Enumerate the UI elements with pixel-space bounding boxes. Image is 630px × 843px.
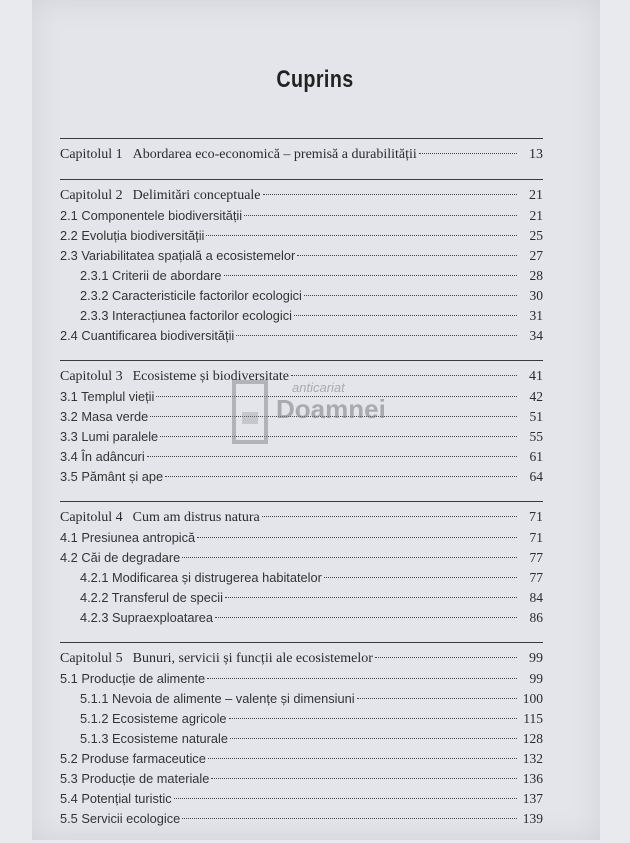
page-number: 31 bbox=[529, 308, 543, 323]
dot-leader bbox=[304, 295, 517, 296]
page-number: 137 bbox=[522, 791, 543, 806]
watermark-line2: Doamnei bbox=[276, 394, 386, 424]
entry-title: 5.1.1 Nevoia de alimente – valențe și dimensiuni bbox=[80, 691, 355, 706]
dot-leader bbox=[182, 557, 517, 558]
page-title: Cuprins bbox=[276, 66, 354, 93]
dot-leader bbox=[262, 516, 517, 517]
page-number: 136 bbox=[522, 771, 543, 786]
table-of-contents bbox=[60, 138, 543, 843]
entry-title: 4.1 Presiunea antropică bbox=[60, 530, 196, 545]
page-number: 42 bbox=[529, 389, 543, 404]
section-row[interactable] bbox=[60, 467, 543, 487]
entry-title: 5.4 Potențial turistic bbox=[60, 791, 172, 806]
page-number: 99 bbox=[529, 651, 543, 666]
chapter-row[interactable] bbox=[60, 186, 543, 206]
page-number: 77 bbox=[529, 550, 543, 565]
page-number: 28 bbox=[529, 268, 543, 283]
section-row[interactable] bbox=[60, 226, 543, 246]
entry-title: 2.1 Componentele biodiversității bbox=[60, 208, 243, 223]
section-row[interactable] bbox=[60, 749, 543, 769]
chapter-name: Bunuri, servicii și funcții ale ecosistemelor bbox=[132, 651, 373, 666]
page-number: 115 bbox=[523, 711, 543, 726]
dot-leader bbox=[147, 456, 517, 457]
chapter-row[interactable] bbox=[60, 145, 543, 165]
subsection-row[interactable] bbox=[60, 568, 543, 588]
subsection-row[interactable] bbox=[60, 608, 543, 628]
chapter-row[interactable] bbox=[60, 508, 543, 528]
entry-title: 4.2.1 Modificarea și distrugerea habitatelor bbox=[80, 570, 322, 585]
dot-leader bbox=[208, 758, 517, 759]
page-number: 21 bbox=[529, 208, 543, 223]
chapter-number: Capitolul 5 bbox=[60, 651, 123, 666]
subsection-row[interactable] bbox=[60, 306, 543, 326]
dot-leader bbox=[197, 537, 517, 538]
dot-leader bbox=[224, 275, 517, 276]
page-number: 132 bbox=[522, 751, 543, 766]
entry-title: 4.2.2 Transferul de specii bbox=[80, 590, 223, 605]
entry-title: 5.5 Servicii ecologice bbox=[60, 811, 181, 826]
section-row[interactable] bbox=[60, 769, 543, 789]
section-row[interactable] bbox=[60, 669, 543, 689]
entry-title: 3.3 Lumi paralele bbox=[60, 429, 159, 444]
entry-title: 2.3.1 Criterii de abordare bbox=[80, 268, 222, 283]
dot-leader bbox=[244, 215, 517, 216]
chapter-block bbox=[60, 642, 543, 829]
entry-title: 5.3 Producție de materiale bbox=[60, 771, 210, 786]
dot-leader bbox=[182, 818, 517, 819]
dot-leader bbox=[174, 798, 517, 799]
subsection-row[interactable] bbox=[60, 588, 543, 608]
chapter-block bbox=[60, 179, 543, 346]
dot-leader bbox=[211, 778, 517, 779]
page-number: 21 bbox=[529, 188, 543, 203]
section-row[interactable] bbox=[60, 528, 543, 548]
dot-leader bbox=[375, 657, 517, 658]
subsection-row[interactable] bbox=[60, 266, 543, 286]
page-number: 30 bbox=[529, 288, 543, 303]
page-number: 55 bbox=[529, 429, 543, 444]
chapter-title bbox=[60, 649, 373, 669]
dot-leader bbox=[263, 194, 517, 195]
watermark-logo bbox=[232, 372, 422, 452]
page-number: 13 bbox=[529, 147, 543, 162]
entry-title: 4.2.3 Supraexploatarea bbox=[80, 610, 214, 625]
page-number: 41 bbox=[529, 369, 543, 384]
chapter-name: Abordarea eco-economică – premisă a durabilității bbox=[132, 147, 417, 162]
chapter-number: Capitolul 3 bbox=[60, 369, 123, 384]
dot-leader bbox=[324, 577, 517, 578]
dot-leader bbox=[297, 255, 517, 256]
entry-title: 2.3 Variabilitatea spațială a ecosistemelor bbox=[60, 248, 296, 263]
dot-leader bbox=[225, 597, 517, 598]
chapter-title bbox=[60, 508, 260, 528]
section-row[interactable] bbox=[60, 809, 543, 829]
dot-leader bbox=[207, 678, 517, 679]
entry-title: 3.4 În adâncuri bbox=[60, 449, 145, 464]
page-number: 86 bbox=[529, 610, 543, 625]
page-number: 64 bbox=[529, 469, 543, 484]
dot-leader bbox=[206, 235, 517, 236]
dot-leader bbox=[294, 315, 517, 316]
entry-title: 3.5 Pământ și ape bbox=[60, 469, 164, 484]
entry-title: 2.2 Evoluția biodiversității bbox=[60, 228, 205, 243]
dot-leader bbox=[230, 738, 517, 739]
page-number: 71 bbox=[529, 530, 543, 545]
chapter-number: Capitolul 1 bbox=[60, 147, 123, 162]
entry-title: 2.3.3 Interacțiunea factorilor ecologici bbox=[80, 308, 292, 323]
page-number: 139 bbox=[522, 811, 543, 826]
dot-leader bbox=[236, 335, 517, 336]
page-number: 77 bbox=[529, 570, 543, 585]
chapter-block bbox=[60, 501, 543, 628]
entry-title: 4.2 Căi de degradare bbox=[60, 550, 181, 565]
section-row[interactable] bbox=[60, 789, 543, 809]
subsection-row[interactable] bbox=[60, 729, 543, 749]
dot-leader bbox=[357, 698, 517, 699]
subsection-row[interactable] bbox=[60, 689, 543, 709]
subsection-row[interactable] bbox=[60, 709, 543, 729]
dot-leader bbox=[215, 617, 517, 618]
chapter-name: Delimitări conceptuale bbox=[132, 188, 261, 203]
chapter-block bbox=[60, 138, 543, 165]
page-number: 27 bbox=[529, 248, 543, 263]
page-number: 61 bbox=[529, 449, 543, 464]
page-number: 51 bbox=[529, 409, 543, 424]
dot-leader bbox=[165, 476, 517, 477]
section-row[interactable] bbox=[60, 548, 543, 568]
page-number: 71 bbox=[529, 510, 543, 525]
entry-title: 2.3.2 Caracteristicile factorilor ecologici bbox=[80, 288, 302, 303]
dot-leader bbox=[229, 718, 517, 719]
chapter-row[interactable] bbox=[60, 649, 543, 669]
chapter-title bbox=[60, 145, 417, 165]
page-number: 99 bbox=[529, 671, 543, 686]
chapter-number: Capitolul 2 bbox=[60, 188, 123, 203]
chapter-name: Ecosisteme și biodiversitate bbox=[132, 369, 289, 384]
entry-title: 5.1.2 Ecosisteme agricole bbox=[80, 711, 227, 726]
page-number: 25 bbox=[529, 228, 543, 243]
page-number: 128 bbox=[522, 731, 543, 746]
entry-title: 2.4 Cuantificarea biodiversității bbox=[60, 328, 235, 343]
section-row[interactable] bbox=[60, 246, 543, 266]
page-number: 34 bbox=[529, 328, 543, 343]
dot-leader bbox=[419, 153, 517, 154]
entry-title: 3.1 Templul vieții bbox=[60, 389, 155, 404]
chapter-title bbox=[60, 186, 261, 206]
entry-title: 5.1.3 Ecosisteme naturale bbox=[80, 731, 228, 746]
entry-title: 3.2 Masa verde bbox=[60, 409, 149, 424]
chapter-number: Capitolul 4 bbox=[60, 510, 123, 525]
section-row[interactable] bbox=[60, 206, 543, 226]
entry-title: 5.2 Produse farmaceutice bbox=[60, 751, 206, 766]
subsection-row[interactable] bbox=[60, 286, 543, 306]
page-number: 84 bbox=[529, 590, 543, 605]
section-row[interactable] bbox=[60, 326, 543, 346]
page-number: 100 bbox=[522, 691, 543, 706]
entry-title: 5.1 Producție de alimente bbox=[60, 671, 206, 686]
chapter-name: Cum am distrus natura bbox=[132, 510, 260, 525]
watermark-line1: anticariat bbox=[292, 380, 345, 395]
